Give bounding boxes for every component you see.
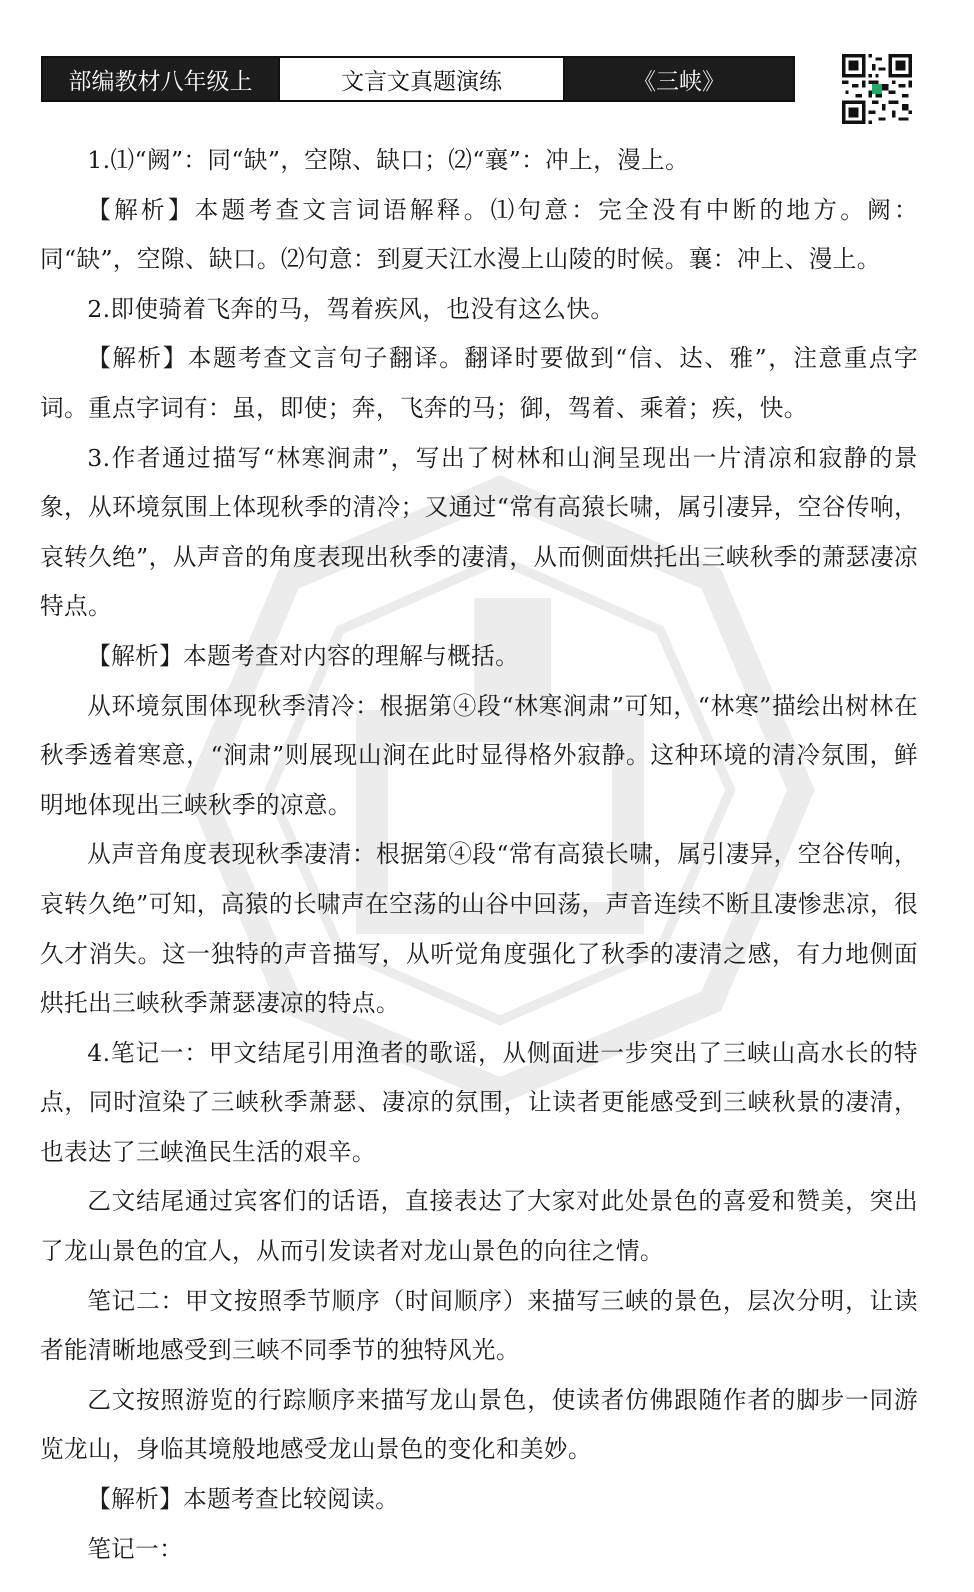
paragraph: 1.⑴“阙”：同“缺”，空隙、缺口；⑵“襄”：冲上，漫上。 bbox=[87, 146, 690, 174]
qr-code-icon bbox=[842, 54, 912, 124]
paragraph: 乙文按照游览的行踪顺序来描写龙山景色，使读者仿佛跟随作者的脚步一同游览龙山，身临其境般地感受龙山景色的变化和美妙。 bbox=[40, 1385, 918, 1464]
paragraph: 乙文结尾通过宾客们的话语，直接表达了大家对此处景色的喜爱和赞美，突出了龙山景色的宜人，从而引发读者对龙山景色的向往之情。 bbox=[40, 1187, 918, 1266]
header-section-label: 文言文真题演练 bbox=[278, 58, 565, 100]
header-bar bbox=[41, 56, 795, 102]
paragraph: 笔记二：甲文按照季节顺序（时间顺序）来描写三峡的景色，层次分明，让读者能清晰地感受到三峡不同季节的独特风光。 bbox=[40, 1286, 918, 1365]
paragraph: 【解析】本题考查比较阅读。 bbox=[87, 1485, 400, 1514]
paragraph: 【解析】本题考查文言句子翻译。翻译时要做到“信、达、雅”，注意重点字词。重点字词有：虽，即使；奔，飞奔的马；御，驾着、乘着；疾，快。 bbox=[40, 344, 918, 422]
answer-content bbox=[40, 136, 918, 1574]
paragraph: 3.作者通过描写“林寒涧肃”，写出了树林和山涧呈现出一片清凉和寂静的景象，从环境氛围上体现秋季的清冷；又通过“常有高猿长啸，属引凄异，空谷传响，哀转久绝”，从声音的角度表现出秋季的凄清，从而侧面烘托出三峡秋季的萧瑟凄凉特点。 bbox=[40, 443, 918, 621]
paragraph: 从声音角度表现秋季凄清：根据第④段“常有高猿长啸，属引凄异，空谷传响，哀转久绝”可知，高猿的长啸声在空荡的山谷中回荡，声音连续不断且凄惨悲凉，很久才消失。这一独特的声音描写，从听觉角度强化了秋季的凄清之感，有力地侧面烘托出三峡秋季萧瑟凄凉的特点。 bbox=[40, 840, 918, 1018]
paragraph: 4.笔记一：甲文结尾引用渔者的歌谣，从侧面进一步突出了三峡山高水长的特点，同时渲染了三峡秋季萧瑟、凄凉的氛围，让读者更能感受到三峡秋景的凄清，也表达了三峡渔民生活的艰辛。 bbox=[40, 1038, 918, 1166]
paragraph: 2.即使骑着飞奔的马，驾着疾风，也没有这么快。 bbox=[87, 294, 615, 323]
header-grade-label: 部编教材八年级上 bbox=[43, 58, 278, 100]
paragraph: 【解析】本题考查对内容的理解与概括。 bbox=[87, 641, 520, 670]
paragraph: 从环境氛围体现秋季清冷：根据第④段“林寒涧肃”可知，“林寒”描绘出树林在秋季透着寒意，“涧肃”则展现山涧在此时显得格外寂静。这种环境的清冷氛围，鲜明地体现出三峡秋季的凉意。 bbox=[40, 691, 918, 819]
paragraph: 笔记一： bbox=[87, 1534, 184, 1563]
header-title-label: 《三峡》 bbox=[565, 58, 793, 100]
paragraph: 【解析】本题考查文言词语解释。⑴句意：完全没有中断的地方。阙：同“缺”，空隙、缺口。⑵句意：到夏天江水漫上山陵的时候。襄：冲上、漫上。 bbox=[40, 195, 918, 274]
